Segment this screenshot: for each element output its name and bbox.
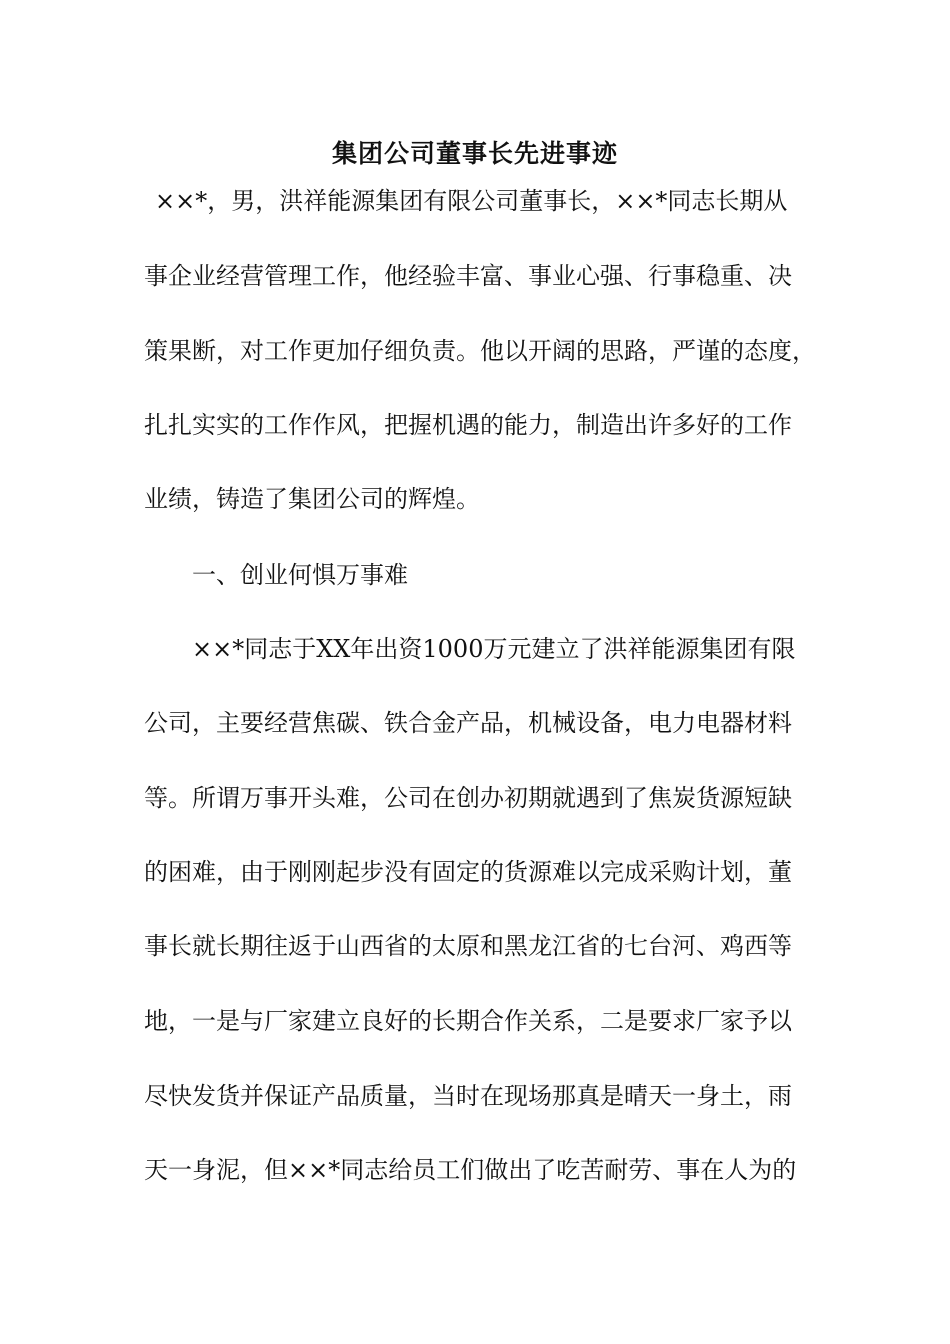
- body-line-7: 公司，主要经营焦碳、铁合金产品，机械设备，电力电器材料: [144, 709, 792, 737]
- body-line-13: 天一身泥，但××*同志给员工们做出了吃苦耐劳、事在人为的: [144, 1156, 797, 1184]
- body-line-11: 地，一是与厂家建立良好的长期合作关系，二是要求厂家予以: [144, 1007, 792, 1035]
- section-heading-1: 一、创业何惧万事难: [192, 561, 408, 589]
- body-line-5: 业绩，铸造了集团公司的辉煌。: [144, 485, 480, 513]
- body-line-3: 策果断，对工作更加仔细负责。他以开阔的思路，严谨的态度，: [144, 337, 816, 365]
- body-line-2: 事企业经营管理工作，他经验丰富、事业心强、行事稳重、决: [144, 262, 792, 290]
- body-line-6: ××*同志于XX年出资1000万元建立了洪祥能源集团有限: [192, 635, 796, 663]
- body-line-4: 扎扎实实的工作作风，把握机遇的能力，制造出许多好的工作: [144, 411, 792, 439]
- body-line-1: ××*，男，洪祥能源集团有限公司董事长，××*同志长期从: [155, 187, 788, 215]
- body-line-9: 的困难，由于刚刚起步没有固定的货源难以完成采购计划，董: [144, 858, 792, 886]
- body-line-8: 等。所谓万事开头难，公司在创办初期就遇到了焦炭货源短缺: [144, 784, 792, 812]
- body-line-12: 尽快发货并保证产品质量，当时在现场那真是晴天一身土，雨: [144, 1082, 792, 1110]
- body-line-10: 事长就长期往返于山西省的太原和黑龙江省的七台河、鸡西等: [144, 932, 792, 960]
- document-title: 集团公司董事长先进事迹: [331, 139, 618, 168]
